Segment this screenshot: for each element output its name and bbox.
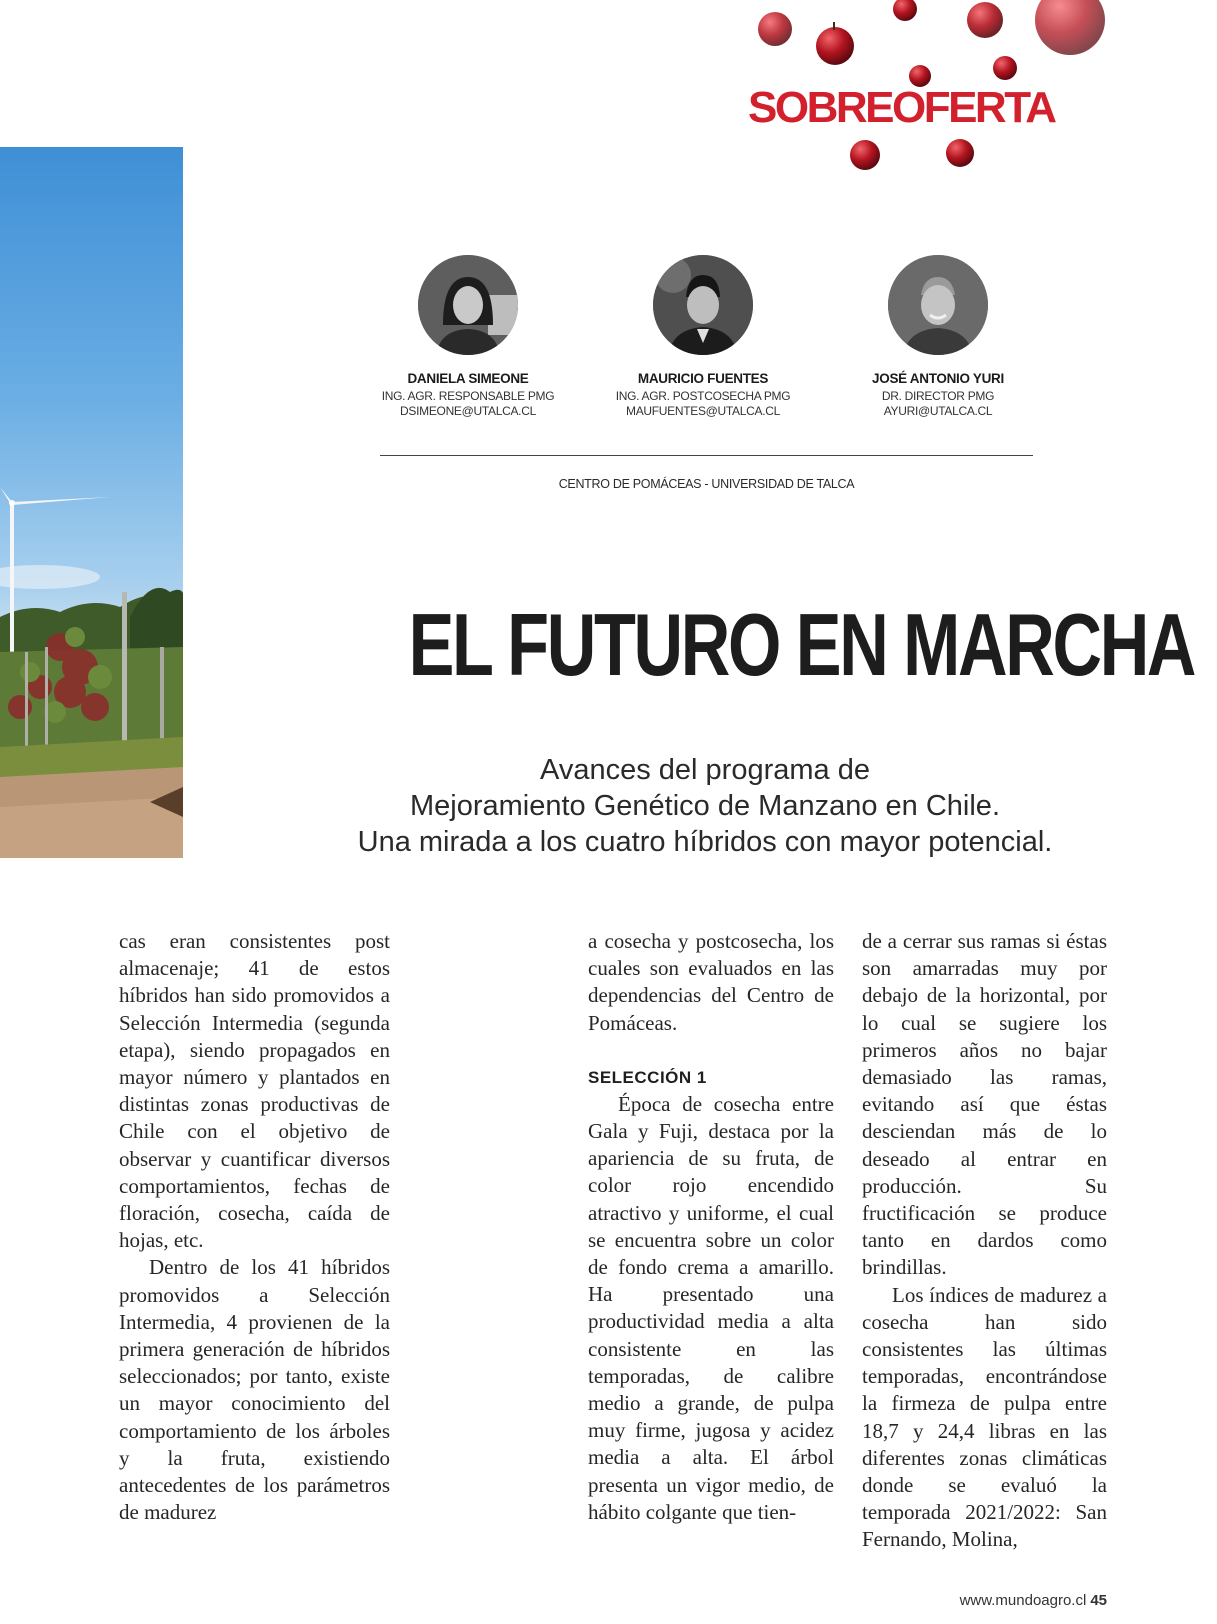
avatar <box>888 255 988 355</box>
author-name: DANIELA SIMEONE <box>407 371 529 386</box>
section-title: SOBREOFERTA <box>748 83 1055 132</box>
subhead-line: Avances del programa de <box>540 754 870 786</box>
author-role: DR. DIRECTOR PMG <box>881 389 995 403</box>
author-name: JOSÉ ANTONIO YURI <box>872 371 1004 386</box>
paragraph: Época de cosecha entre Gala y Fuji, destaca por la apariencia de su fruta, de color rojo encendido atractivo y uniforme, el cual se encuentra sobre un color de fondo crema a amarillo. Ha presentado una productividad media a alta consistente en las temporadas, de calibre medio a grande, de pulpa muy firme, jugosa y acidez media a alta. El árbol presenta un vigor medio, de hábito colgante que tien- <box>588 1091 834 1524</box>
text-column-2 <box>588 928 834 1526</box>
author-role: ING. AGR. POSTCOSECHA PMG <box>615 389 791 403</box>
portrait-woman <box>418 255 518 355</box>
paragraph: cas eran consistentes post almacenaje; 41 de estos híbridos han sido promovidos a Selección Intermedia (segunda etapa), siendo propagados en mayor número y plantados en distintas zonas productivas de Chile con el objetivo de observar y cuantificar diversos comportamientos, fechas de floración, cosecha, caída de hojas, etc. <box>119 929 390 1253</box>
divider <box>380 455 1033 456</box>
author-card <box>583 255 823 419</box>
orchard-photo <box>0 147 183 858</box>
paragraph: Dentro de los 41 híbridos promovidos a Selección Intermedia, 4 provienen de la primera generación de híbridos seleccionados; por tanto, existe un mayor conocimiento del comportamiento de los árboles y la fruta, existiendo antecedentes de los parámetros de madurez <box>119 1255 390 1525</box>
page-title: EL FUTURO EN MARCHA <box>408 595 1195 694</box>
section-badge <box>740 0 1140 175</box>
institution-line: CENTRO DE POMÁCEAS - UNIVERSIDAD DE TALCA <box>558 477 855 491</box>
author-name: MAURICIO FUENTES <box>637 371 769 386</box>
paragraph: Los índices de madurez a cosecha han sido consistentes las últimas temporadas, encontrándose la firmeza de pulpa entre 18,7 y 24,4 libras en las diferentes zonas climáticas donde se evaluó la temporada 2021/2022: San Fernando, Molina, <box>862 1282 1107 1552</box>
orchard-illustration <box>0 147 183 858</box>
text-column-3 <box>862 928 1107 1554</box>
text-column-1 <box>119 928 390 1526</box>
author-role: ING. AGR. RESPONSABLE PMG <box>381 389 555 403</box>
author-card <box>348 255 588 419</box>
section-heading: SELECCIÓN 1 <box>588 1067 707 1087</box>
subhead-line: Mejoramiento Genético de Manzano en Chile. <box>410 790 1000 822</box>
paragraph: de a cerrar sus ramas si éstas son amarradas muy por debajo de la horizontal, por lo cual se sugiere los primeros años no bajar demasiado las ramas, evitando así que éstas desciendan más de lo deseado al entrar en producción. Su fructificación se produce tanto en dardos como brindillas. <box>862 929 1107 1280</box>
author-email[interactable]: DSIMEONE@UTALCA.CL <box>400 404 536 418</box>
author-email[interactable]: MAUFUENTES@UTALCA.CL <box>626 404 780 418</box>
avatar <box>418 255 518 355</box>
website-link[interactable]: www.mundoagro.cl <box>959 1592 1087 1609</box>
avatar <box>653 255 753 355</box>
subheadline <box>280 752 1130 860</box>
page-footer <box>960 1592 1107 1609</box>
author-card <box>818 255 1058 419</box>
author-email[interactable]: AYURI@UTALCA.CL <box>883 404 993 418</box>
page-number: 45 <box>1090 1592 1107 1609</box>
paragraph: a cosecha y postcosecha, los cuales son evaluados en las dependencias del Centro de Pomáceas. <box>588 929 834 1035</box>
portrait-man <box>888 255 988 355</box>
portrait-man <box>653 255 753 355</box>
subhead-line: Una mirada a los cuatro híbridos con mayor potencial. <box>357 826 1053 858</box>
